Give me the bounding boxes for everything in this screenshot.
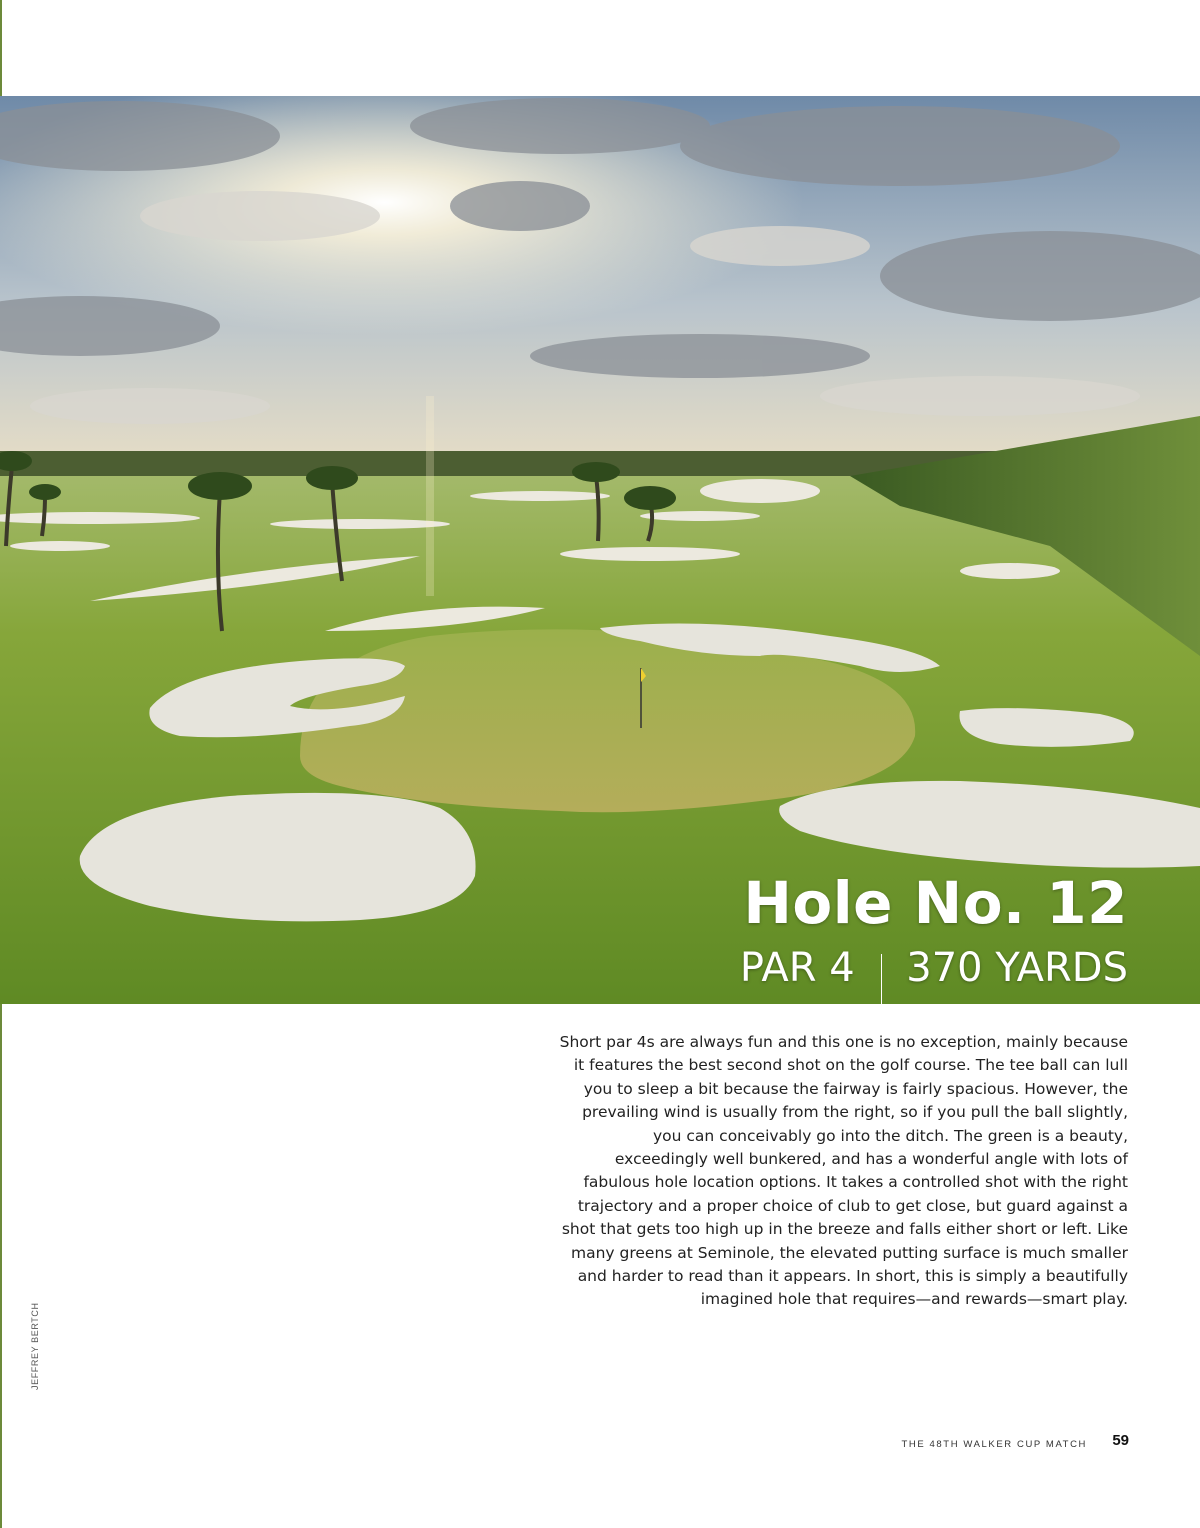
page-number: 59 (1112, 1432, 1129, 1449)
details-divider (881, 954, 883, 1010)
hole-details (740, 940, 1128, 996)
hole-par: PAR 4 (739, 945, 855, 991)
hole-heading (740, 868, 1128, 996)
page-edge-rule-top (0, 0, 2, 96)
publication-name: THE 48TH WALKER CUP MATCH (901, 1439, 1087, 1450)
hole-title: Hole No. 12 (743, 869, 1128, 937)
article-body: Short par 4s are always fun and this one is no exception, mainly because it features the best second shot on the golf course. The tee ball can lull you to sleep a bit because the fairway is fairly spacious. However, the prevailing wind is usually from the right, so if you pull the ball slightly, you can conceivably go into the ditch. The green is a beauty, exceedingly well bunkered, and has a wonderful angle with lots of fabulous hole location options. It takes a controlled shot with the right trajectory and a proper choice of club to get close, but guard against a shot that gets too high up in the breeze and falls either short or left. Like many greens at Seminole, the elevated putting surface is much smaller and harder to read than it appears. In short, this is simply a beautifully imagined hole that requires—and rewards—smart play. (559, 1033, 1128, 1309)
photo-credit: JEFFREY BERTCH (30, 1302, 40, 1390)
hole-yardage: 370 YARDS (906, 945, 1128, 991)
page-edge-rule-bottom (0, 1004, 2, 1528)
